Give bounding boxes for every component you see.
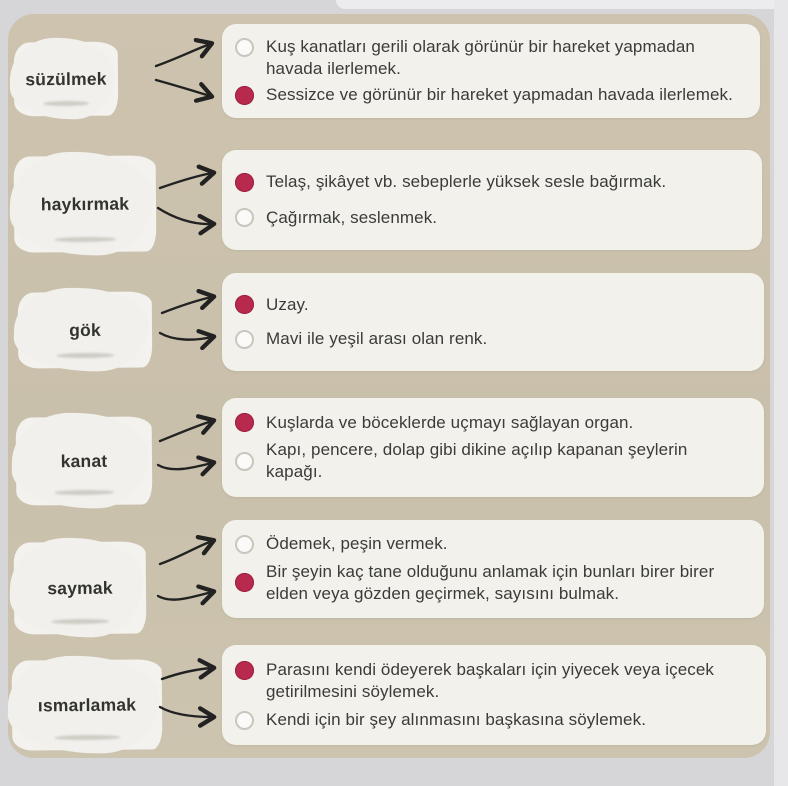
word-label — [16, 416, 153, 505]
radio-button[interactable] — [235, 535, 254, 554]
definition-card — [222, 520, 764, 618]
definition-text: Bir şeyin kaç tane olduğunu anlamak için bunları birer birer elden veya gözden geçirmek, sayısını bulmak. — [266, 561, 715, 603]
definition-option — [235, 171, 746, 193]
definition-text: Parasını kendi ödeyerek başkaları için yiyecek veya içecek getirilmesini söylemek. — [266, 659, 715, 701]
definition-card — [222, 645, 766, 745]
previous-card-bottom-edge — [336, 0, 788, 9]
word-text: kanat — [60, 450, 108, 471]
word-text: gök — [69, 319, 101, 340]
definition-text: Kapı, pencere, dolap gibi dikine açılıp kapanan şeylerin kapağı. — [266, 440, 688, 482]
definition-card — [222, 273, 764, 371]
radio-button[interactable] — [235, 86, 254, 105]
radio-button[interactable] — [235, 413, 254, 432]
radio-button[interactable] — [235, 573, 254, 592]
word-label — [14, 155, 157, 252]
definition-option — [235, 709, 750, 731]
definition-text: Kuş kanatları gerili olarak görünür bir hareket yapmadan havada ilerlemek. — [266, 36, 695, 78]
definition-option — [235, 412, 748, 434]
definition-text: Kendi için bir şey alınmasını başkasına söylemek. — [266, 710, 647, 729]
definition-option — [235, 659, 750, 703]
definition-text: Kuşlarda ve böceklerde uçmayı sağlayan organ. — [266, 412, 634, 432]
radio-button[interactable] — [235, 208, 254, 227]
word-text: süzülmek — [25, 68, 107, 89]
radio-button[interactable] — [235, 330, 254, 349]
definition-text: Çağırmak, seslenmek. — [266, 207, 438, 227]
match-arrows-icon — [152, 160, 222, 240]
definition-option — [235, 84, 744, 106]
definition-text: Sessizce ve görünür bir hareket yapmadan havada ilerlemek. — [266, 85, 733, 104]
word-label — [14, 42, 119, 117]
match-arrows-icon — [154, 285, 222, 355]
definition-option — [235, 439, 748, 483]
match-arrows-icon — [150, 28, 222, 106]
word-text: ısmarlamak — [37, 694, 137, 715]
definition-option — [235, 294, 748, 316]
radio-button[interactable] — [235, 295, 254, 314]
word-label — [18, 291, 153, 368]
word-text: haykırmak — [40, 193, 130, 214]
definition-card — [222, 398, 764, 497]
word-label — [12, 659, 163, 750]
definition-card — [222, 150, 762, 250]
definition-option — [235, 207, 746, 229]
word-text: saymak — [47, 577, 113, 598]
match-arrows-icon — [152, 528, 222, 618]
radio-button[interactable] — [235, 661, 254, 680]
match-arrows-icon — [154, 655, 222, 735]
radio-button[interactable] — [235, 452, 254, 471]
definition-card — [222, 24, 760, 118]
match-arrows-icon — [152, 405, 222, 495]
definition-option — [235, 561, 748, 605]
definition-option — [235, 533, 748, 555]
radio-button[interactable] — [235, 173, 254, 192]
definition-text: Ödemek, peşin vermek. — [266, 534, 448, 554]
definition-option — [235, 328, 748, 350]
word-label — [14, 541, 147, 634]
radio-button[interactable] — [235, 711, 254, 730]
definition-text: Uzay. — [266, 294, 309, 314]
radio-button[interactable] — [235, 38, 254, 57]
page-edge — [774, 0, 788, 786]
definition-text: Mavi ile yeşil arası olan renk. — [266, 329, 488, 349]
definition-option — [235, 36, 744, 80]
definition-text: Telaş, şikâyet vb. sebeplerle yüksek sesle bağırmak. — [266, 172, 667, 192]
